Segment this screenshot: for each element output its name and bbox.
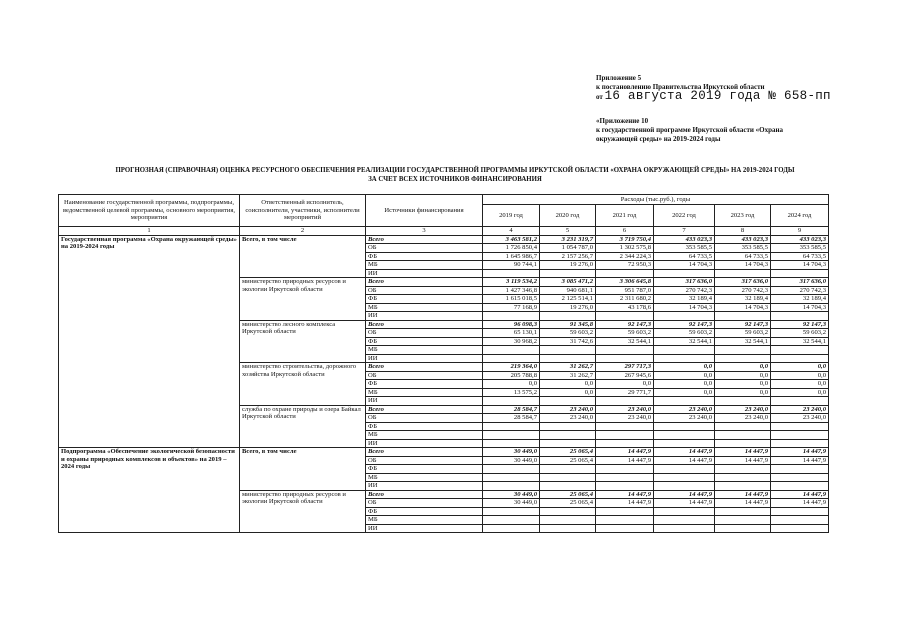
amount-cell [596,346,654,355]
amount-cell: 32 189,4 [654,295,715,304]
amount-cell [540,516,596,525]
amount-cell [654,482,715,491]
amount-cell [483,473,540,482]
amount-cell [771,397,829,406]
funding-source: ФБ [366,295,483,304]
amount-cell [654,346,715,355]
amount-cell [654,507,715,516]
amount-cell: 0,0 [483,380,540,389]
amount-cell [715,439,771,448]
funding-source: МБ [366,261,483,270]
amount-cell [654,516,715,525]
amount-cell: 0,0 [715,363,771,372]
amount-cell: 14 447,9 [654,499,715,508]
amount-cell: 23 240,0 [540,405,596,414]
amount-cell [540,473,596,482]
amount-cell: 59 603,2 [540,329,596,338]
amount-cell: 13 575,2 [483,388,540,397]
amount-cell: 0,0 [715,380,771,389]
header-year: 2021 год [596,205,654,227]
amount-cell: 92 147,3 [715,320,771,329]
executor-name: служба по охране природы и озера Байкал Иркутской области [240,405,366,448]
amount-cell: 25 065,4 [540,448,596,457]
amount-cell: 32 189,4 [771,295,829,304]
funding-source: ИИ [366,524,483,533]
amount-cell: 267 945,6 [596,371,654,380]
funding-source: ИИ [366,397,483,406]
index-cell: 9 [771,227,829,236]
amount-cell [540,312,596,321]
amount-cell: 3 119 534,2 [483,278,540,287]
amount-cell [771,473,829,482]
header-year: 2024 год [771,205,829,227]
amount-cell: 32 189,4 [715,295,771,304]
amount-cell [596,354,654,363]
amount-cell: 297 717,3 [596,363,654,372]
amount-cell: 30 449,0 [483,490,540,499]
header-name: Наименование государственной программы, подпрограммы, ведомственной целевой программы, основного мероприятия, мероприятия [59,195,240,227]
funding-source: Всего [366,320,483,329]
amount-cell [654,397,715,406]
amount-cell: 28 584,7 [483,405,540,414]
amount-cell: 317 636,0 [715,278,771,287]
amount-cell: 0,0 [771,371,829,380]
amount-cell: 59 603,2 [596,329,654,338]
amount-cell: 14 447,9 [715,456,771,465]
amount-cell [771,431,829,440]
amount-cell: 30 449,0 [483,499,540,508]
amount-cell: 30 449,0 [483,448,540,457]
amount-cell: 92 147,3 [654,320,715,329]
amount-cell [540,507,596,516]
funding-source: ОБ [366,499,483,508]
amount-cell [771,482,829,491]
amount-cell [483,507,540,516]
funding-source: МБ [366,516,483,525]
amount-cell [654,524,715,533]
funding-source: ФБ [366,380,483,389]
amount-cell: 64 733,5 [654,252,715,261]
amount-cell [654,439,715,448]
amount-cell: 14 447,9 [771,490,829,499]
amount-cell [654,269,715,278]
amount-cell: 29 771,7 [596,388,654,397]
funding-source: ОБ [366,371,483,380]
resource-table [58,194,829,533]
amount-cell: 23 240,0 [771,414,829,423]
amount-cell [771,346,829,355]
amount-cell [483,516,540,525]
amount-cell: 1 615 018,5 [483,295,540,304]
index-cell: 6 [596,227,654,236]
table-row [59,448,829,457]
appendix-10-line2: к государственной программе Иркутской области «Охрана [596,126,784,134]
amount-cell: 25 065,4 [540,499,596,508]
amount-cell: 1 302 575,8 [596,244,654,253]
index-cell: 2 [240,227,366,236]
program-name: Подпрограмма «Обеспечение экологической безопасности и охраны природных комплексов и объектов» на 2019 – 2024 годы [59,448,240,533]
funding-source: ИИ [366,439,483,448]
appendix-5-line2: к постановлению Правительства Иркутской области [596,83,765,91]
funding-source: ОБ [366,244,483,253]
amount-cell: 59 603,2 [715,329,771,338]
amount-cell: 3 085 471,2 [540,278,596,287]
amount-cell: 32 544,1 [771,337,829,346]
amount-cell: 0,0 [654,380,715,389]
amount-cell [540,397,596,406]
amount-cell: 14 447,9 [771,456,829,465]
funding-source: ИИ [366,269,483,278]
header-year: 2019 год [483,205,540,227]
funding-source: Всего [366,490,483,499]
amount-cell [483,269,540,278]
amount-cell: 0,0 [596,380,654,389]
index-cell: 4 [483,227,540,236]
amount-cell: 205 788,8 [483,371,540,380]
amount-cell [540,439,596,448]
amount-cell: 96 098,3 [483,320,540,329]
amount-cell [596,465,654,474]
amount-cell [540,354,596,363]
header-expenses: Расходы (тыс.руб.), годы [483,195,829,205]
amount-cell: 2 125 514,1 [540,295,596,304]
amount-cell [483,482,540,491]
amount-cell: 14 704,3 [715,303,771,312]
amount-cell: 64 733,5 [715,252,771,261]
funding-source: ФБ [366,465,483,474]
amount-cell: 0,0 [540,388,596,397]
amount-cell: 43 178,6 [596,303,654,312]
amount-cell: 3 306 645,8 [596,278,654,287]
amount-cell [483,439,540,448]
amount-cell [715,397,771,406]
amount-cell [540,431,596,440]
amount-cell: 91 345,8 [540,320,596,329]
amount-cell [715,465,771,474]
appendix-5-header [596,74,831,102]
appendix-10-line1: «Приложение 10 [596,117,649,125]
amount-cell [483,354,540,363]
amount-cell: 23 240,0 [596,414,654,423]
appendix-10-line3: окружающей среды» на 2019-2024 годы [596,135,721,143]
funding-source: Всего [366,448,483,457]
amount-cell: 14 447,9 [596,448,654,457]
amount-cell: 64 733,5 [771,252,829,261]
index-cell: 1 [59,227,240,236]
amount-cell: 14 447,9 [596,499,654,508]
header-year: 2020 год [540,205,596,227]
amount-cell: 23 240,0 [715,405,771,414]
amount-cell: 14 704,3 [654,303,715,312]
amount-cell: 72 950,3 [596,261,654,270]
amount-cell [596,524,654,533]
amount-cell: 92 147,3 [596,320,654,329]
funding-source: МБ [366,303,483,312]
amount-cell [540,465,596,474]
amount-cell: 23 240,0 [654,405,715,414]
amount-cell: 270 742,3 [771,286,829,295]
amount-cell [771,312,829,321]
date-prefix: от [596,93,603,101]
amount-cell: 23 240,0 [654,414,715,423]
amount-cell: 92 147,3 [771,320,829,329]
executor-name: министерство природных ресурсов и экологии Иркутской области [240,278,366,321]
amount-cell: 59 603,2 [771,329,829,338]
amount-cell: 2 157 256,7 [540,252,596,261]
amount-cell [483,312,540,321]
amount-cell [540,422,596,431]
amount-cell: 317 636,0 [654,278,715,287]
funding-source: МБ [366,473,483,482]
amount-cell: 0,0 [771,363,829,372]
funding-source: МБ [366,388,483,397]
amount-cell: 270 742,3 [715,286,771,295]
amount-cell: 25 065,4 [540,456,596,465]
amount-cell: 14 447,9 [654,448,715,457]
appendix-5-line1: Приложение 5 [596,74,642,82]
funding-source: МБ [366,431,483,440]
amount-cell [654,465,715,474]
amount-cell: 940 681,1 [540,286,596,295]
amount-cell: 0,0 [654,388,715,397]
amount-cell: 14 447,9 [654,456,715,465]
amount-cell: 270 742,3 [654,286,715,295]
amount-cell: 32 544,1 [654,337,715,346]
index-cell: 5 [540,227,596,236]
amount-cell [654,354,715,363]
funding-source: ФБ [366,337,483,346]
amount-cell: 59 603,2 [654,329,715,338]
amount-cell [771,354,829,363]
amount-cell: 433 023,3 [715,235,771,244]
amount-cell: 23 240,0 [715,414,771,423]
amount-cell [483,346,540,355]
amount-cell [596,439,654,448]
amount-cell: 14 447,9 [715,499,771,508]
amount-cell: 14 447,9 [596,490,654,499]
amount-cell: 3 463 581,2 [483,235,540,244]
header-year: 2022 год [654,205,715,227]
funding-source: Всего [366,278,483,287]
amount-cell: 19 276,0 [540,261,596,270]
amount-cell [771,465,829,474]
amount-cell: 219 364,0 [483,363,540,372]
amount-cell: 23 240,0 [540,414,596,423]
amount-cell: 77 168,9 [483,303,540,312]
amount-cell: 31 262,7 [540,371,596,380]
amount-cell [715,346,771,355]
index-row [59,227,829,236]
amount-cell: 353 585,5 [771,244,829,253]
amount-cell: 0,0 [771,380,829,389]
amount-cell: 65 130,1 [483,329,540,338]
amount-cell: 1 726 850,4 [483,244,540,253]
program-name: Государственная программа «Охрана окружающей среды» на 2019-2024 годы [59,235,240,448]
document-title [40,166,870,184]
amount-cell: 32 544,1 [715,337,771,346]
amount-cell: 317 636,0 [771,278,829,287]
amount-cell [483,524,540,533]
amount-cell [540,482,596,491]
funding-source: ИИ [366,312,483,321]
amount-cell [771,516,829,525]
amount-cell [596,422,654,431]
funding-source: МБ [366,346,483,355]
amount-cell [596,269,654,278]
amount-cell: 0,0 [654,363,715,372]
funding-source: ФБ [366,507,483,516]
appendix-10-header [596,117,783,144]
header-year: 2023 год [715,205,771,227]
amount-cell: 3 719 750,4 [596,235,654,244]
amount-cell [596,397,654,406]
amount-cell [596,431,654,440]
amount-cell [715,431,771,440]
amount-cell [715,422,771,431]
header-executor: Ответственный исполнитель, соисполнители, участники, исполнители мероприятий [240,195,366,227]
amount-cell [715,269,771,278]
amount-cell: 30 449,0 [483,456,540,465]
amount-cell: 14 447,9 [715,448,771,457]
funding-source: ОБ [366,329,483,338]
funding-source: ФБ [366,252,483,261]
amount-cell: 433 023,3 [654,235,715,244]
funding-source: ОБ [366,456,483,465]
amount-cell: 1 054 787,0 [540,244,596,253]
amount-cell: 951 787,0 [596,286,654,295]
funding-source: ФБ [366,422,483,431]
amount-cell [771,422,829,431]
executor-name: Всего, в том числе [240,235,366,278]
amount-cell: 433 023,3 [771,235,829,244]
amount-cell [715,507,771,516]
funding-source: ОБ [366,286,483,295]
amount-cell: 2 344 224,3 [596,252,654,261]
amount-cell [483,431,540,440]
amount-cell [483,465,540,474]
amount-cell [483,422,540,431]
amount-cell [654,422,715,431]
table-row [59,235,829,244]
amount-cell [771,269,829,278]
amount-cell: 353 585,5 [715,244,771,253]
amount-cell [596,312,654,321]
amount-cell: 353 585,5 [654,244,715,253]
amount-cell [654,473,715,482]
amount-cell: 0,0 [771,388,829,397]
executor-name: министерство лесного комплекса Иркутской области [240,320,366,363]
executor-name: Всего, в том числе [240,448,366,491]
amount-cell: 2 311 680,2 [596,295,654,304]
funding-source: ИИ [366,354,483,363]
funding-source: Всего [366,235,483,244]
funding-source: ОБ [366,414,483,423]
header-source: Источники финансирования [366,195,483,227]
amount-cell: 23 240,0 [596,405,654,414]
executor-name: министерство строительства, дорожного хозяйства Иркутской области [240,363,366,406]
index-cell: 3 [366,227,483,236]
amount-cell: 0,0 [654,371,715,380]
funding-source: ИИ [366,482,483,491]
amount-cell [596,473,654,482]
amount-cell [596,482,654,491]
amount-cell [771,524,829,533]
amount-cell [540,269,596,278]
amount-cell: 1 427 346,8 [483,286,540,295]
executor-name: министерство природных ресурсов и экологии Иркутской области [240,490,366,533]
amount-cell: 23 240,0 [771,405,829,414]
amount-cell: 0,0 [540,380,596,389]
amount-cell: 0,0 [715,371,771,380]
amount-cell: 14 704,3 [654,261,715,270]
index-cell: 8 [715,227,771,236]
document-title-line2: ЗА СЧЕТ ВСЕХ ИСТОЧНИКОВ ФИНАНСИРОВАНИЯ [368,176,542,183]
amount-cell [715,354,771,363]
amount-cell: 28 584,7 [483,414,540,423]
amount-cell: 1 645 986,7 [483,252,540,261]
index-cell: 7 [654,227,715,236]
amount-cell [540,346,596,355]
amount-cell: 90 744,1 [483,261,540,270]
amount-cell: 3 231 319,7 [540,235,596,244]
amount-cell: 31 742,6 [540,337,596,346]
date-stamp: 16 августа 2019 года № 658-пп [604,89,831,103]
amount-cell [596,516,654,525]
funding-source: Всего [366,405,483,414]
amount-cell [654,312,715,321]
amount-cell [715,524,771,533]
amount-cell [715,473,771,482]
amount-cell: 31 262,7 [540,363,596,372]
amount-cell [596,507,654,516]
amount-cell [483,397,540,406]
amount-cell [771,439,829,448]
amount-cell [715,516,771,525]
amount-cell: 14 447,9 [715,490,771,499]
amount-cell: 14 447,9 [654,490,715,499]
amount-cell [771,507,829,516]
amount-cell: 14 447,9 [771,499,829,508]
amount-cell: 0,0 [715,388,771,397]
amount-cell: 30 968,2 [483,337,540,346]
amount-cell [540,524,596,533]
funding-source: Всего [366,363,483,372]
amount-cell [715,482,771,491]
amount-cell: 19 276,0 [540,303,596,312]
appendix-5-date [596,89,831,103]
amount-cell [654,431,715,440]
amount-cell: 14 704,3 [715,261,771,270]
amount-cell [715,312,771,321]
amount-cell: 14 447,9 [596,456,654,465]
document-title-line1: ПРОГНОЗНАЯ (СПРАВОЧНАЯ) ОЦЕНКА РЕСУРСНОГО ОБЕСПЕЧЕНИЯ РЕАЛИЗАЦИИ ГОСУДАРСТВЕННОЙ ПРОГРАММЫ ИРКУТСКОЙ ОБЛАСТИ «ОХРАНА ОКРУЖАЮЩЕЙ СРЕДЫ» НА 2019-2024 ГОДЫ [115,167,795,174]
amount-cell: 14 704,3 [771,303,829,312]
amount-cell: 14 704,3 [771,261,829,270]
amount-cell: 25 065,4 [540,490,596,499]
amount-cell: 14 447,9 [771,448,829,457]
amount-cell: 32 544,1 [596,337,654,346]
